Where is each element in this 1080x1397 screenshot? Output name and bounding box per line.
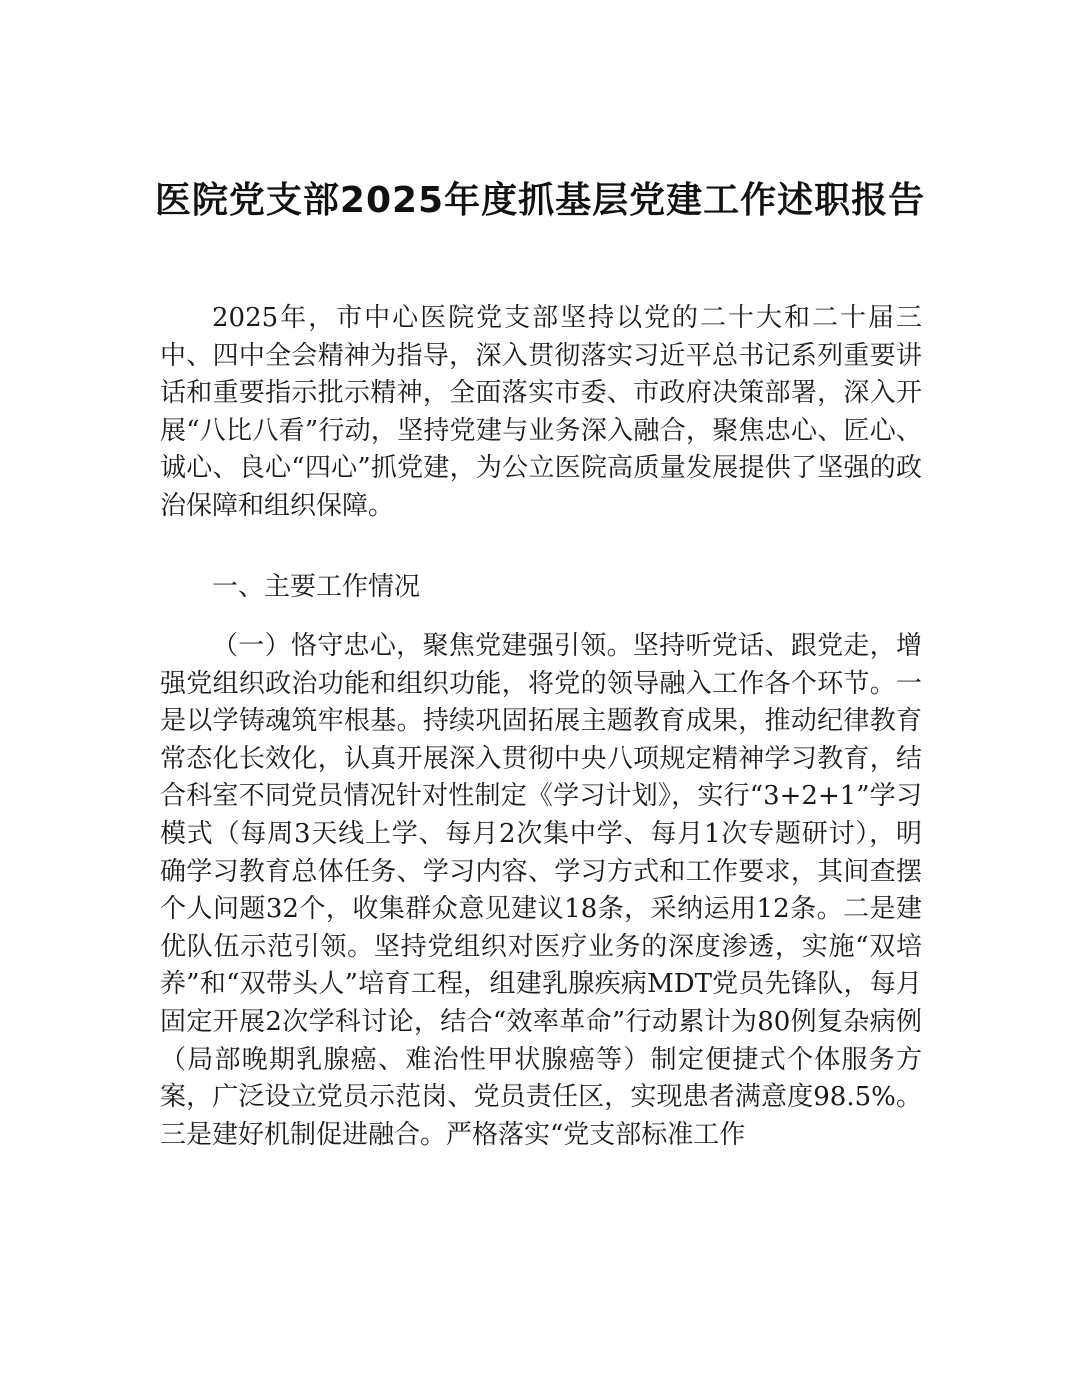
intro-paragraph: 2025年，市中心医院党支部坚持以党的二十大和二十届三中、四中全会精神为指导，深入贯彻落实习近平总书记系列重要讲话和重要指示批示精神，全面落实市委、市政府决策部署，深入开展“八比八看”行动，坚持党建与业务深入融合，聚焦忠心、匠心、诚心、良心“四心”抓党建，为公立医院高质量发展提供了坚强的政治保障和组织保障。 [160, 303, 922, 521]
section-paragraph: （一）恪守忠心，聚焦党建强引领。坚持听党话、跟党走，增强党组织政治功能和组织功能，将党的领导融入工作各个环节。一是以学铸魂筑牢根基。持续巩固拓展主题教育成果，推动纪律教育常态化长效化，认真开展深入贯彻中央八项规定精神学习教育，结合科室不同党员情况针对性制定《学习计划》，实行“3+2+1”学习模式（每周3天线上学、每月2次集中学、每月1次专题研讨），明确学习教育总体任务、学习内容、学习方式和工作要求，其间查摆个人问题32个，收集群众意见建议18条，采纳运用12条。二是建优队伍示范引领。坚持党组织对医疗业务的深度渗透，实施“双培养”和“双带头人”培育工程，组建乳腺疾病MDT党员先锋队，每月固定开展2次学科讨论，结合“效率革命”行动累计为80例复杂病例（局部晚期乳腺癌、难治性甲状腺癌等）制定便捷式个体服务方案，广泛设立党员示范岗、党员责任区，实现患者满意度98.5%。三是建好机制促进融合。严格落实“党支部标准工作 [160, 631, 922, 1150]
section-heading: 一、主要工作情况 [212, 572, 421, 602]
page-title: 医院党支部2025年度抓基层党建工作述职报告 [154, 180, 926, 222]
